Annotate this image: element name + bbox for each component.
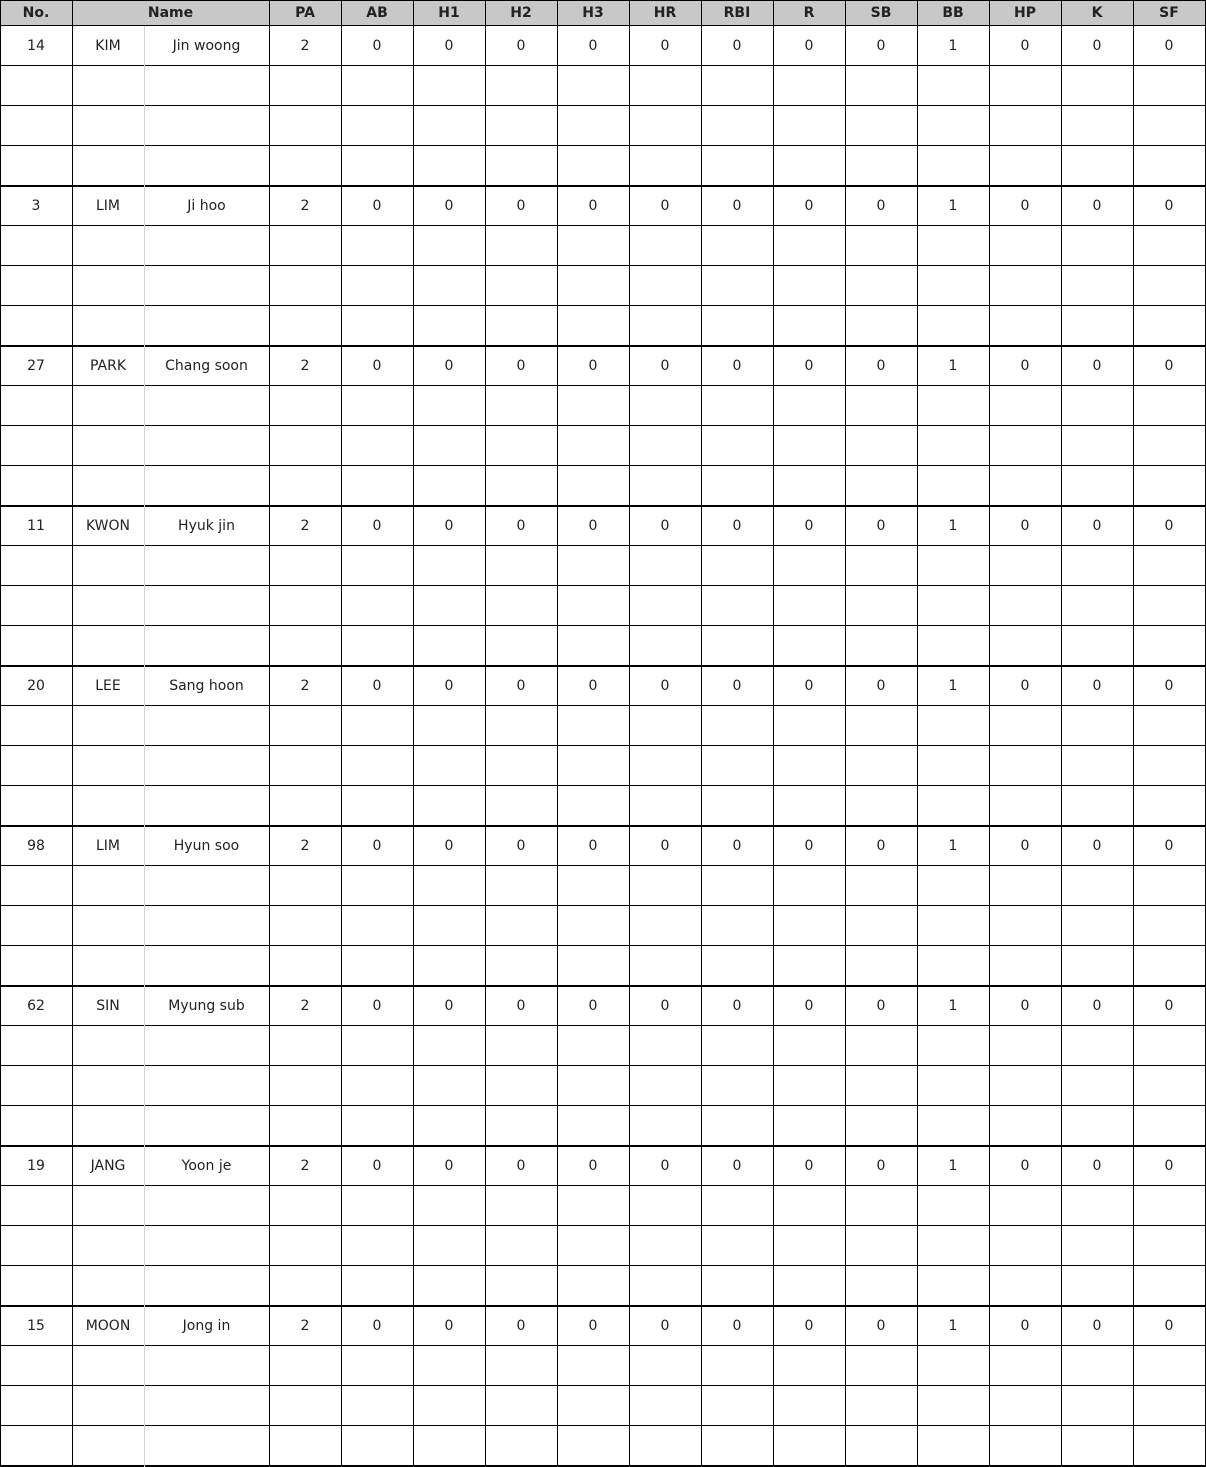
player-first-name: Chang soon bbox=[165, 358, 248, 374]
player-last-name: KWON bbox=[85, 518, 131, 534]
column-header: AB bbox=[341, 0, 413, 25]
stat-cell: 0 bbox=[372, 678, 382, 694]
player-number: 98 bbox=[27, 838, 45, 854]
grid-line bbox=[0, 65, 1206, 66]
stat-cell: 1 bbox=[948, 1158, 958, 1174]
stat-cell: 0 bbox=[516, 998, 526, 1014]
grid-line bbox=[0, 1345, 1206, 1346]
grid-line bbox=[0, 265, 1206, 266]
column-header: PA bbox=[269, 0, 341, 25]
grid-line bbox=[0, 1145, 1206, 1147]
stat-cell: 0 bbox=[516, 678, 526, 694]
stat-cell: 0 bbox=[1164, 38, 1174, 54]
stat-cell: 0 bbox=[444, 838, 454, 854]
stat-cell: 2 bbox=[300, 518, 310, 534]
stat-cell: 0 bbox=[1164, 1318, 1174, 1334]
stat-cell: 1 bbox=[948, 518, 958, 534]
stat-cell: 0 bbox=[516, 1318, 526, 1334]
stat-cell: 0 bbox=[1020, 518, 1030, 534]
stat-cell: 0 bbox=[372, 838, 382, 854]
stat-cell: 0 bbox=[1164, 1158, 1174, 1174]
grid-line bbox=[0, 1065, 1206, 1066]
stat-cell: 0 bbox=[1092, 838, 1102, 854]
stat-cell: 0 bbox=[876, 1318, 886, 1334]
stat-cell: 0 bbox=[1020, 678, 1030, 694]
player-first-name: Hyun soo bbox=[173, 838, 240, 854]
column-header: HR bbox=[629, 0, 701, 25]
stat-cell: 0 bbox=[444, 998, 454, 1014]
grid-line bbox=[773, 0, 774, 1467]
grid-line bbox=[0, 305, 1206, 306]
player-number: 19 bbox=[27, 1158, 45, 1174]
column-header: BB bbox=[917, 0, 989, 25]
stat-cell: 0 bbox=[1092, 358, 1102, 374]
grid-line bbox=[0, 1025, 1206, 1026]
stat-cell: 0 bbox=[732, 358, 742, 374]
stat-cell: 1 bbox=[948, 838, 958, 854]
stat-cell: 0 bbox=[372, 1158, 382, 1174]
stat-cell: 0 bbox=[1020, 198, 1030, 214]
player-number: 27 bbox=[27, 358, 45, 374]
grid-line bbox=[0, 865, 1206, 866]
stat-cell: 0 bbox=[588, 838, 598, 854]
stat-cell: 0 bbox=[1092, 1318, 1102, 1334]
stat-cell: 0 bbox=[516, 38, 526, 54]
stat-cell: 0 bbox=[804, 1158, 814, 1174]
stat-cell: 2 bbox=[300, 198, 310, 214]
stat-cell: 0 bbox=[876, 1158, 886, 1174]
stat-cell: 0 bbox=[660, 1158, 670, 1174]
grid-line bbox=[1133, 0, 1134, 1467]
stat-cell: 2 bbox=[300, 838, 310, 854]
grid-line bbox=[0, 985, 1206, 987]
stat-cell: 0 bbox=[516, 358, 526, 374]
grid-line bbox=[0, 785, 1206, 786]
player-first-name: Sang hoon bbox=[169, 678, 244, 694]
stat-cell: 0 bbox=[372, 358, 382, 374]
stat-cell: 0 bbox=[732, 998, 742, 1014]
player-number: 15 bbox=[27, 1318, 45, 1334]
stat-cell: 0 bbox=[1164, 358, 1174, 374]
stat-cell: 0 bbox=[516, 198, 526, 214]
player-first-name: Ji hoo bbox=[187, 198, 226, 214]
grid-line bbox=[0, 0, 1206, 1]
stat-cell: 0 bbox=[732, 678, 742, 694]
stat-cell: 0 bbox=[372, 998, 382, 1014]
grid-line bbox=[0, 945, 1206, 946]
stat-cell: 0 bbox=[732, 1158, 742, 1174]
column-header: No. bbox=[0, 0, 72, 25]
stat-cell: 0 bbox=[1092, 998, 1102, 1014]
stat-cell: 2 bbox=[300, 38, 310, 54]
stat-cell: 0 bbox=[876, 518, 886, 534]
grid-line bbox=[0, 185, 1206, 187]
stat-cell: 0 bbox=[516, 838, 526, 854]
stat-cell: 0 bbox=[732, 1318, 742, 1334]
stat-cell: 0 bbox=[444, 1158, 454, 1174]
stat-cell: 0 bbox=[804, 838, 814, 854]
stat-cell: 0 bbox=[444, 678, 454, 694]
stat-cell: 0 bbox=[660, 38, 670, 54]
stat-cell: 1 bbox=[948, 998, 958, 1014]
grid-line bbox=[0, 1225, 1206, 1226]
stat-cell: 0 bbox=[660, 198, 670, 214]
stat-cell: 0 bbox=[876, 678, 886, 694]
grid-line bbox=[0, 425, 1206, 426]
stat-cell: 0 bbox=[516, 518, 526, 534]
grid-line bbox=[0, 625, 1206, 626]
player-last-name: SIN bbox=[96, 998, 120, 1014]
stat-cell: 0 bbox=[804, 998, 814, 1014]
stat-cell: 0 bbox=[804, 518, 814, 534]
player-number: 3 bbox=[31, 198, 41, 214]
stat-cell: 0 bbox=[1092, 38, 1102, 54]
stat-cell: 1 bbox=[948, 358, 958, 374]
stat-cell: 0 bbox=[1164, 838, 1174, 854]
grid-line bbox=[0, 465, 1206, 466]
stat-cell: 0 bbox=[804, 1318, 814, 1334]
player-first-name: Hyuk jin bbox=[178, 518, 235, 534]
stat-cell: 0 bbox=[1164, 678, 1174, 694]
player-last-name: LIM bbox=[95, 198, 120, 214]
grid-line bbox=[0, 1385, 1206, 1386]
stat-cell: 0 bbox=[660, 678, 670, 694]
grid-line bbox=[0, 705, 1206, 706]
grid-line bbox=[0, 145, 1206, 146]
grid-line bbox=[989, 0, 990, 1467]
stat-cell: 0 bbox=[732, 38, 742, 54]
grid-line bbox=[0, 345, 1206, 347]
grid-line bbox=[0, 1305, 1206, 1307]
stat-cell: 0 bbox=[372, 38, 382, 54]
stat-cell: 0 bbox=[1092, 518, 1102, 534]
grid-line bbox=[0, 1425, 1206, 1426]
grid-line bbox=[557, 0, 558, 1467]
stat-cell: 1 bbox=[948, 678, 958, 694]
stat-cell: 0 bbox=[876, 998, 886, 1014]
player-last-name: LIM bbox=[95, 838, 120, 854]
stat-cell: 0 bbox=[444, 198, 454, 214]
grid-line bbox=[0, 505, 1206, 507]
grid-line bbox=[0, 825, 1206, 827]
player-number: 11 bbox=[27, 518, 45, 534]
grid-line bbox=[0, 385, 1206, 386]
stat-cell: 2 bbox=[300, 358, 310, 374]
stat-cell: 0 bbox=[1020, 38, 1030, 54]
stat-cell: 0 bbox=[660, 518, 670, 534]
stat-cell: 0 bbox=[588, 518, 598, 534]
column-header: Name bbox=[72, 0, 269, 25]
column-header: SB bbox=[845, 0, 917, 25]
stat-cell: 1 bbox=[948, 1318, 958, 1334]
grid-line bbox=[269, 0, 270, 1467]
grid-line bbox=[0, 1185, 1206, 1186]
stat-cell: 1 bbox=[948, 198, 958, 214]
stat-cell: 0 bbox=[588, 1318, 598, 1334]
stat-cell: 0 bbox=[876, 198, 886, 214]
stat-cell: 2 bbox=[300, 1158, 310, 1174]
stat-cell: 0 bbox=[732, 198, 742, 214]
player-last-name: PARK bbox=[89, 358, 127, 374]
stat-cell: 0 bbox=[804, 678, 814, 694]
stat-cell: 1 bbox=[948, 38, 958, 54]
column-header: H2 bbox=[485, 0, 557, 25]
player-first-name: Jin woong bbox=[172, 38, 241, 54]
grid-line bbox=[413, 0, 414, 1467]
stat-cell: 0 bbox=[1020, 838, 1030, 854]
stat-cell: 0 bbox=[1020, 1158, 1030, 1174]
stat-cell: 0 bbox=[660, 998, 670, 1014]
stat-cell: 0 bbox=[804, 38, 814, 54]
stat-cell: 0 bbox=[588, 38, 598, 54]
player-number: 20 bbox=[27, 678, 45, 694]
stat-cell: 0 bbox=[588, 678, 598, 694]
stat-cell: 0 bbox=[516, 1158, 526, 1174]
stat-cell: 0 bbox=[588, 358, 598, 374]
column-header: K bbox=[1061, 0, 1133, 25]
grid-line bbox=[0, 905, 1206, 906]
player-last-name: KIM bbox=[95, 38, 121, 54]
grid-line bbox=[629, 0, 630, 1467]
stat-cell: 0 bbox=[732, 838, 742, 854]
grid-line bbox=[917, 0, 918, 1467]
grid-line bbox=[0, 105, 1206, 106]
grid-line bbox=[701, 0, 702, 1467]
stat-cell: 2 bbox=[300, 1318, 310, 1334]
grid-line bbox=[0, 0, 1, 1467]
grid-line bbox=[0, 225, 1206, 226]
stat-cell: 0 bbox=[444, 518, 454, 534]
grid-line bbox=[0, 545, 1206, 546]
stat-cell: 0 bbox=[1164, 998, 1174, 1014]
grid-line bbox=[0, 665, 1206, 667]
grid-line bbox=[0, 25, 1206, 26]
stat-cell: 0 bbox=[1092, 1158, 1102, 1174]
column-header: R bbox=[773, 0, 845, 25]
stat-cell: 0 bbox=[444, 38, 454, 54]
stat-cell: 0 bbox=[660, 358, 670, 374]
column-header: RBI bbox=[701, 0, 773, 25]
player-first-name: Myung sub bbox=[168, 998, 245, 1014]
player-last-name: MOON bbox=[85, 1318, 131, 1334]
player-last-name: LEE bbox=[95, 678, 121, 694]
stat-cell: 0 bbox=[660, 1318, 670, 1334]
player-number: 14 bbox=[27, 38, 45, 54]
stat-cell: 0 bbox=[660, 838, 670, 854]
stat-cell: 0 bbox=[1164, 198, 1174, 214]
stat-cell: 0 bbox=[372, 518, 382, 534]
column-header: H3 bbox=[557, 0, 629, 25]
stat-cell: 0 bbox=[876, 838, 886, 854]
stat-cell: 0 bbox=[588, 198, 598, 214]
stat-cell: 0 bbox=[876, 358, 886, 374]
stat-cell: 0 bbox=[1020, 1318, 1030, 1334]
player-first-name: Yoon je bbox=[181, 1158, 232, 1174]
stat-cell: 0 bbox=[372, 1318, 382, 1334]
grid-line bbox=[72, 0, 73, 1467]
stat-cell: 0 bbox=[444, 358, 454, 374]
player-number: 62 bbox=[27, 998, 45, 1014]
stat-cell: 2 bbox=[300, 678, 310, 694]
stat-cell: 0 bbox=[1092, 198, 1102, 214]
grid-line bbox=[485, 0, 486, 1467]
stat-cell: 0 bbox=[1020, 998, 1030, 1014]
grid-line bbox=[0, 1265, 1206, 1266]
grid-line bbox=[845, 0, 846, 1467]
stat-cell: 2 bbox=[300, 998, 310, 1014]
player-first-name: Jong in bbox=[182, 1318, 231, 1334]
grid-line bbox=[0, 585, 1206, 586]
grid-line bbox=[0, 745, 1206, 746]
grid-line bbox=[341, 0, 342, 1467]
stat-cell: 0 bbox=[1164, 518, 1174, 534]
stat-cell: 0 bbox=[876, 38, 886, 54]
stat-cell: 0 bbox=[804, 198, 814, 214]
stat-cell: 0 bbox=[732, 518, 742, 534]
grid-line bbox=[144, 26, 145, 1467]
stat-cell: 0 bbox=[588, 998, 598, 1014]
stat-cell: 0 bbox=[1020, 358, 1030, 374]
column-header: H1 bbox=[413, 0, 485, 25]
column-header: HP bbox=[989, 0, 1061, 25]
stat-cell: 0 bbox=[804, 358, 814, 374]
grid-line bbox=[0, 1105, 1206, 1106]
grid-line bbox=[1061, 0, 1062, 1467]
stat-cell: 0 bbox=[1092, 678, 1102, 694]
player-last-name: JANG bbox=[90, 1158, 126, 1174]
stat-cell: 0 bbox=[588, 1158, 598, 1174]
stat-cell: 0 bbox=[372, 198, 382, 214]
column-header: SF bbox=[1133, 0, 1205, 25]
stat-cell: 0 bbox=[444, 1318, 454, 1334]
